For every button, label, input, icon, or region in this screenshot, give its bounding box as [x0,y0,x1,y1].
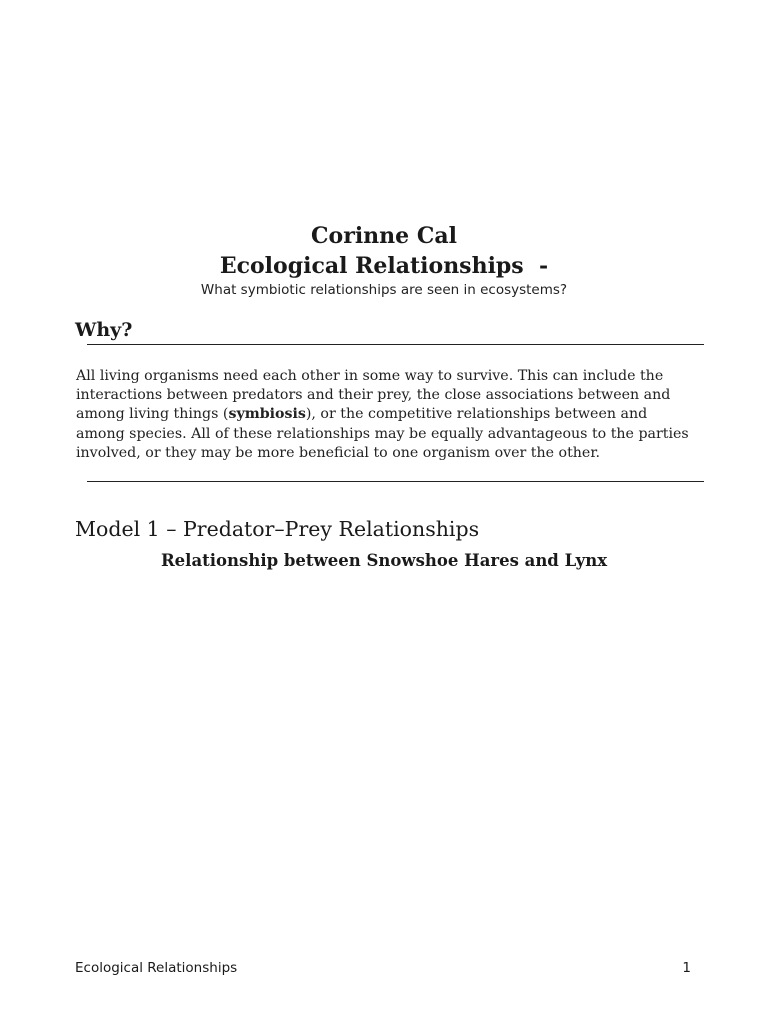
worksheet-subtitle: What symbiotic relationships are seen in ecosystems? [200,282,568,298]
symbiosis-term: symbiosis [228,406,306,423]
model-subheading: Relationship between Snowshoe Hares and Lynx [160,551,608,570]
why-text-after: ), or the competitive relationships between and among species. All of these relationships may be equally advantageous to the parties involved, or they may be more beneficial to one organism over the other. [76,406,689,461]
why-heading: Why? [75,319,133,341]
footer-title: Ecological Relationships [75,960,238,976]
footer-page-number: 1 [682,960,691,976]
why-paragraph [76,367,696,463]
worksheet-title: Ecological Relationships - [219,253,549,279]
section-divider-bottom [87,481,704,482]
why-text-before: All living organisms need each other in some way to survive. This can include the interactions between predators and their prey, the close associations between and among living things ( [76,368,671,423]
student-name: Corinne Cal [311,223,457,249]
model-heading: Model 1 – Predator–Prey Relationships [75,517,480,541]
section-divider-top [87,344,704,345]
